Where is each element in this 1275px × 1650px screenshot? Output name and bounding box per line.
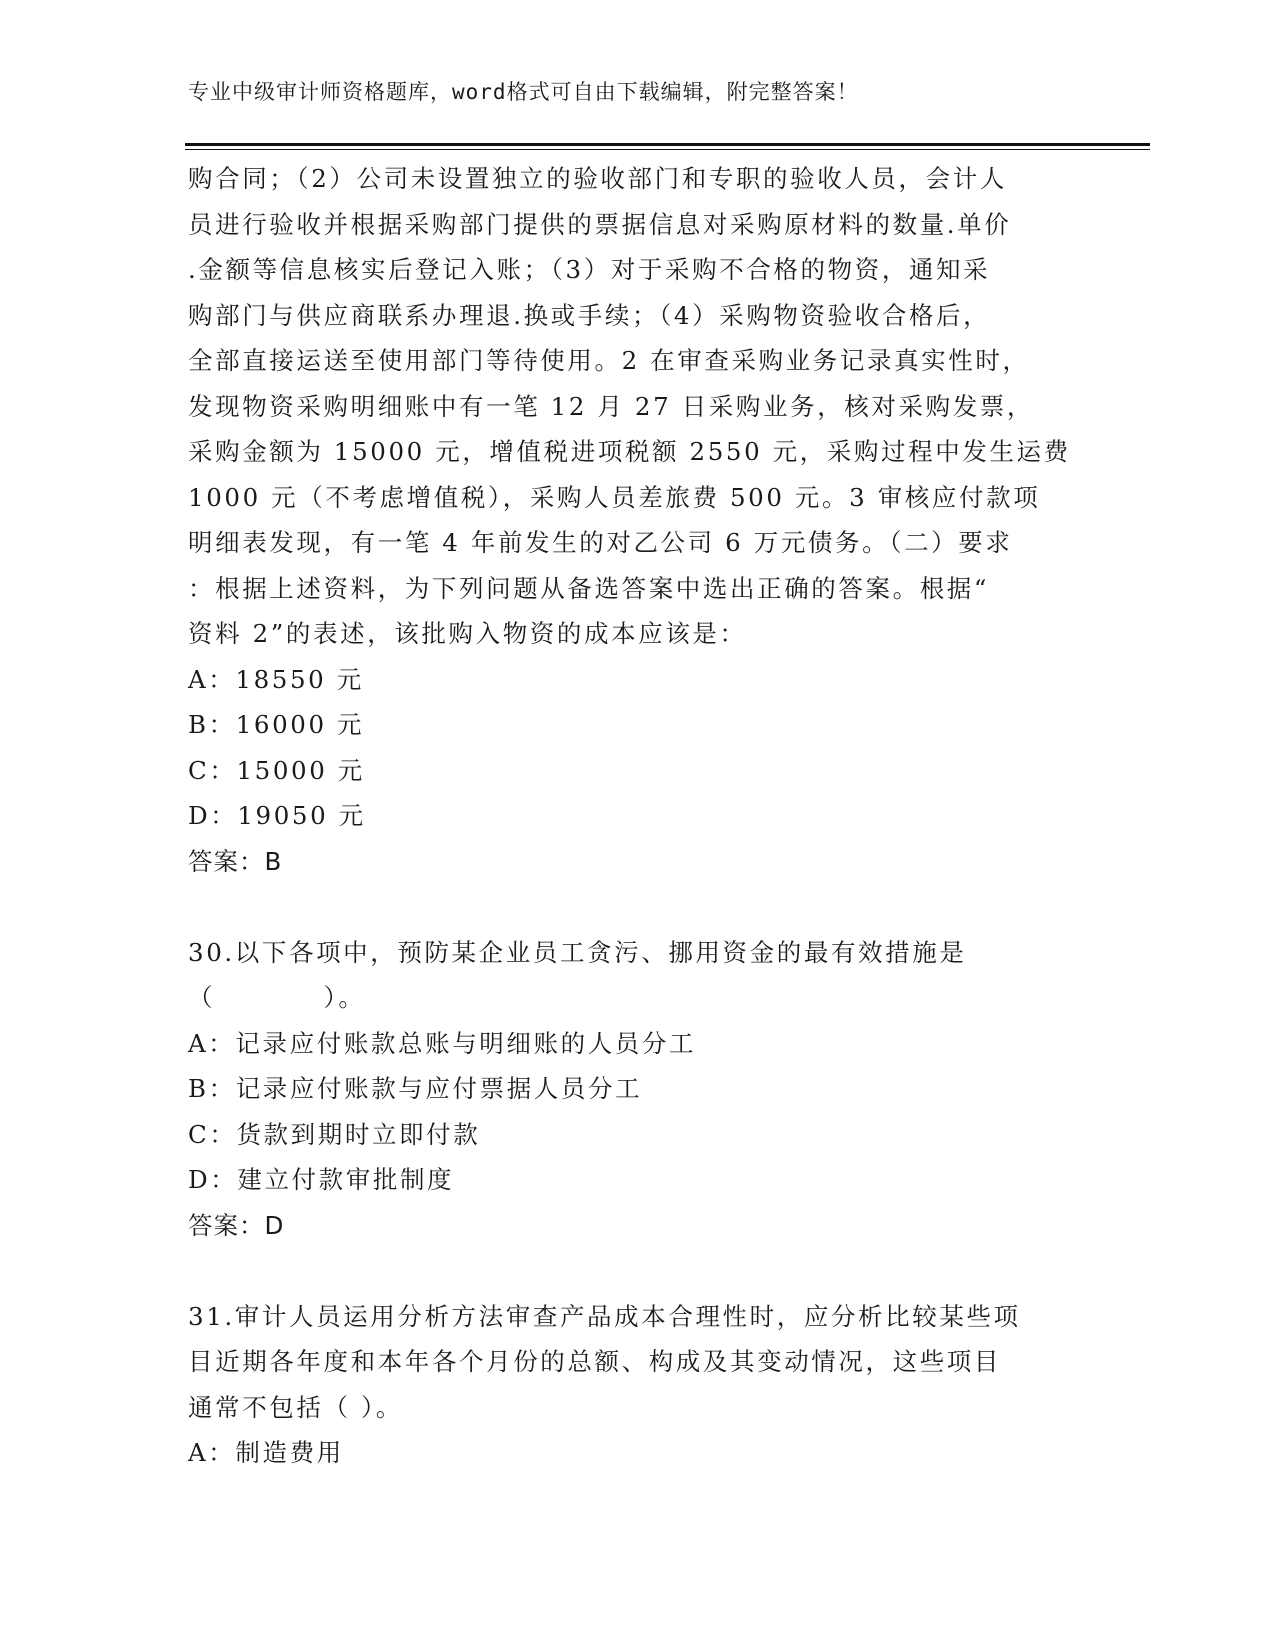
q29-text-line: 资料 2”的表述，该批购入物资的成本应该是： [188,619,747,648]
document-body [188,156,1078,1476]
q29-text-line: 购部门与供应商联系办理退.换或手续；（4）采购物资验收合格后， [188,300,991,330]
spacer [188,884,1078,930]
q30-stem-line: （ ）。 [188,983,366,1012]
q31-stem-line: 通常不包括（ ）。 [188,1392,403,1422]
q30-stem-line: 30.以下各项中，预防某企业员工贪污、挪用资金的最有效措施是 [188,937,967,967]
q29-option-d: D：19050 元 [188,801,366,830]
header-divider-thin [185,149,1150,150]
q29-option-a: A：18550 元 [188,664,364,694]
q29-text-line: 明细表发现，有一笔 4 年前发生的对乙公司 6 万元债务。（二）要求 [188,528,1013,557]
q31-stem-line: 目近期各年度和本年各个月份的总额、构成及其变动情况，这些项目 [188,1347,1001,1376]
q29-option-c: C：15000 元 [188,755,365,785]
q29-text-line: 购合同；（2）公司未设置独立的验收部门和专职的验收人员，会计人 [188,164,1007,193]
q30-option-d: D：建立付款审批制度 [188,1165,455,1194]
q29-text-line: 发现物资采购明细账中有一笔 12 月 27 日采购业务，核对采购发票， [188,391,1034,421]
spacer [188,1248,1078,1294]
q29-text-line: 员进行验收并根据采购部门提供的票据信息对采购原材料的数量.单价 [188,209,1012,239]
q29-text-line: 全部直接运送至使用部门等待使用。2 在审查采购业务记录真实性时， [188,346,1030,375]
page-header: 专业中级审计师资格题库，word格式可自由下载编辑，附完整答案！ [188,80,859,104]
q29-answer: 答案：B [188,846,283,876]
header-divider-thick [185,143,1150,146]
q29-text-line: 1000 元（不考虑增值税），采购人员差旅费 500 元。3 审核应付款项 [188,482,1041,512]
q30-option-c: C：货款到期时立即付款 [188,1119,481,1149]
q30-option-a: A：记录应付账款总账与明细账的人员分工 [188,1028,697,1058]
q30-answer: 答案：D [188,1210,285,1240]
q29-option-b: B：16000 元 [188,710,365,739]
q29-text-line: .金额等信息核实后登记入账；（3）对于采购不合格的物资，通知采 [188,255,991,284]
q29-text-line: ：根据上述资料，为下列问题从备选答案中选出正确的答案。根据“ [188,573,990,603]
q31-option-a: A：制造费用 [188,1438,344,1467]
q29-text-line: 采购金额为 15000 元，增值税进项税额 2550 元，采购过程中发生运费 [188,437,1071,466]
q31-stem-line: 31.审计人员运用分析方法审查产品成本合理性时，应分析比较某些项 [188,1301,1021,1331]
q30-option-b: B：记录应付账款与应付票据人员分工 [188,1074,643,1103]
